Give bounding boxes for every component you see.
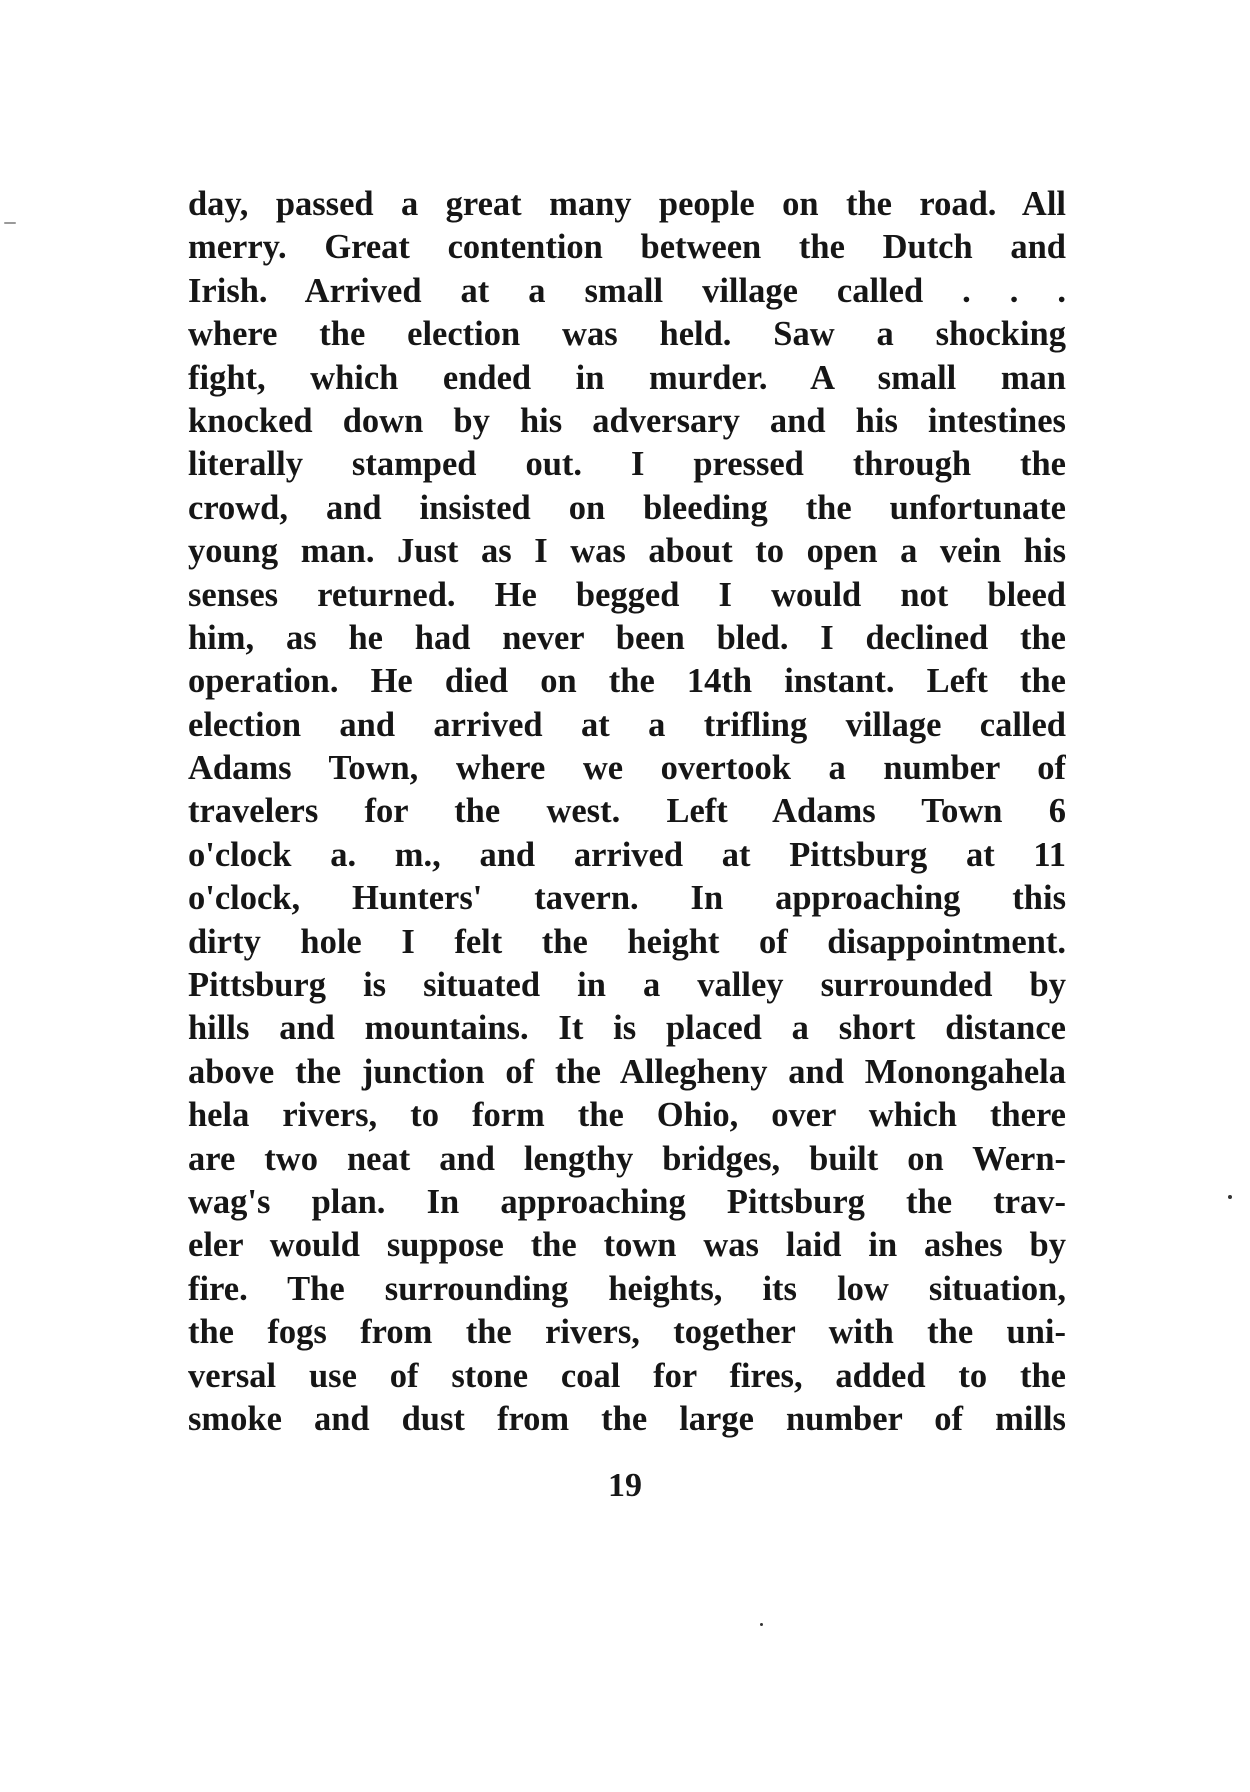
text-line: day, passed a great many people on the road. All <box>188 185 1066 223</box>
text-line: Adams Town, where we overtook a number of <box>188 749 1066 788</box>
text-line: travelers for the west. Left Adams Town 6 <box>188 792 1066 831</box>
text-line: o'clock a. m., and arrived at Pittsburg at 11 <box>188 835 1066 874</box>
text-line: hela rivers, to form the Ohio, over which there <box>188 1096 1066 1135</box>
text-line: election and arrived at a trifling village called <box>188 705 1066 744</box>
text-line: versal use of stone coal for fires, added to the <box>188 1356 1066 1395</box>
text-line: him, as he had never been bled. I declined the <box>188 618 1066 657</box>
scan-speck <box>760 1623 763 1626</box>
text-line: Pittsburg is situated in a valley surrounded by <box>188 966 1066 1005</box>
text-line: eler would suppose the town was laid in ashes by <box>188 1226 1066 1265</box>
text-line: young man. Just as I was about to open a vein his <box>188 532 1066 571</box>
text-line: Irish. Arrived at a small village called . . . <box>188 271 1066 310</box>
text-line: senses returned. He begged I would not bleed <box>188 575 1066 614</box>
text-line: fight, which ended in murder. A small man <box>188 358 1066 397</box>
text-line: above the junction of the Allegheny and Monongahela <box>188 1052 1066 1091</box>
text-line: smoke and dust from the large number of mills <box>188 1399 1066 1438</box>
scan-speck <box>1228 1195 1232 1199</box>
text-line: wag's plan. In approaching Pittsburg the trav- <box>188 1182 1066 1221</box>
text-line: operation. He died on the 14th instant. Left the <box>188 662 1066 701</box>
text-line: hills and mountains. It is placed a short distance <box>188 1009 1066 1048</box>
body-text <box>188 183 1066 1441</box>
text-line: merry. Great contention between the Dutch and <box>188 228 1066 267</box>
text-line: literally stamped out. I pressed through the <box>188 445 1066 484</box>
text-line: knocked down by his adversary and his intestines <box>188 401 1066 440</box>
scan-speck <box>4 222 16 224</box>
text-line: where the election was held. Saw a shocking <box>188 315 1066 354</box>
text-line: crowd, and insisted on bleeding the unfortunate <box>188 488 1066 527</box>
text-line: the fogs from the rivers, together with the uni- <box>188 1313 1066 1352</box>
page-number: 19 <box>608 1467 642 1504</box>
text-line: fire. The surrounding heights, its low situation, <box>188 1269 1066 1308</box>
text-line: dirty hole I felt the height of disappointment. <box>188 922 1066 961</box>
text-line: are two neat and lengthy bridges, built on Wern- <box>188 1139 1066 1178</box>
text-line: o'clock, Hunters' tavern. In approaching this <box>188 879 1066 918</box>
